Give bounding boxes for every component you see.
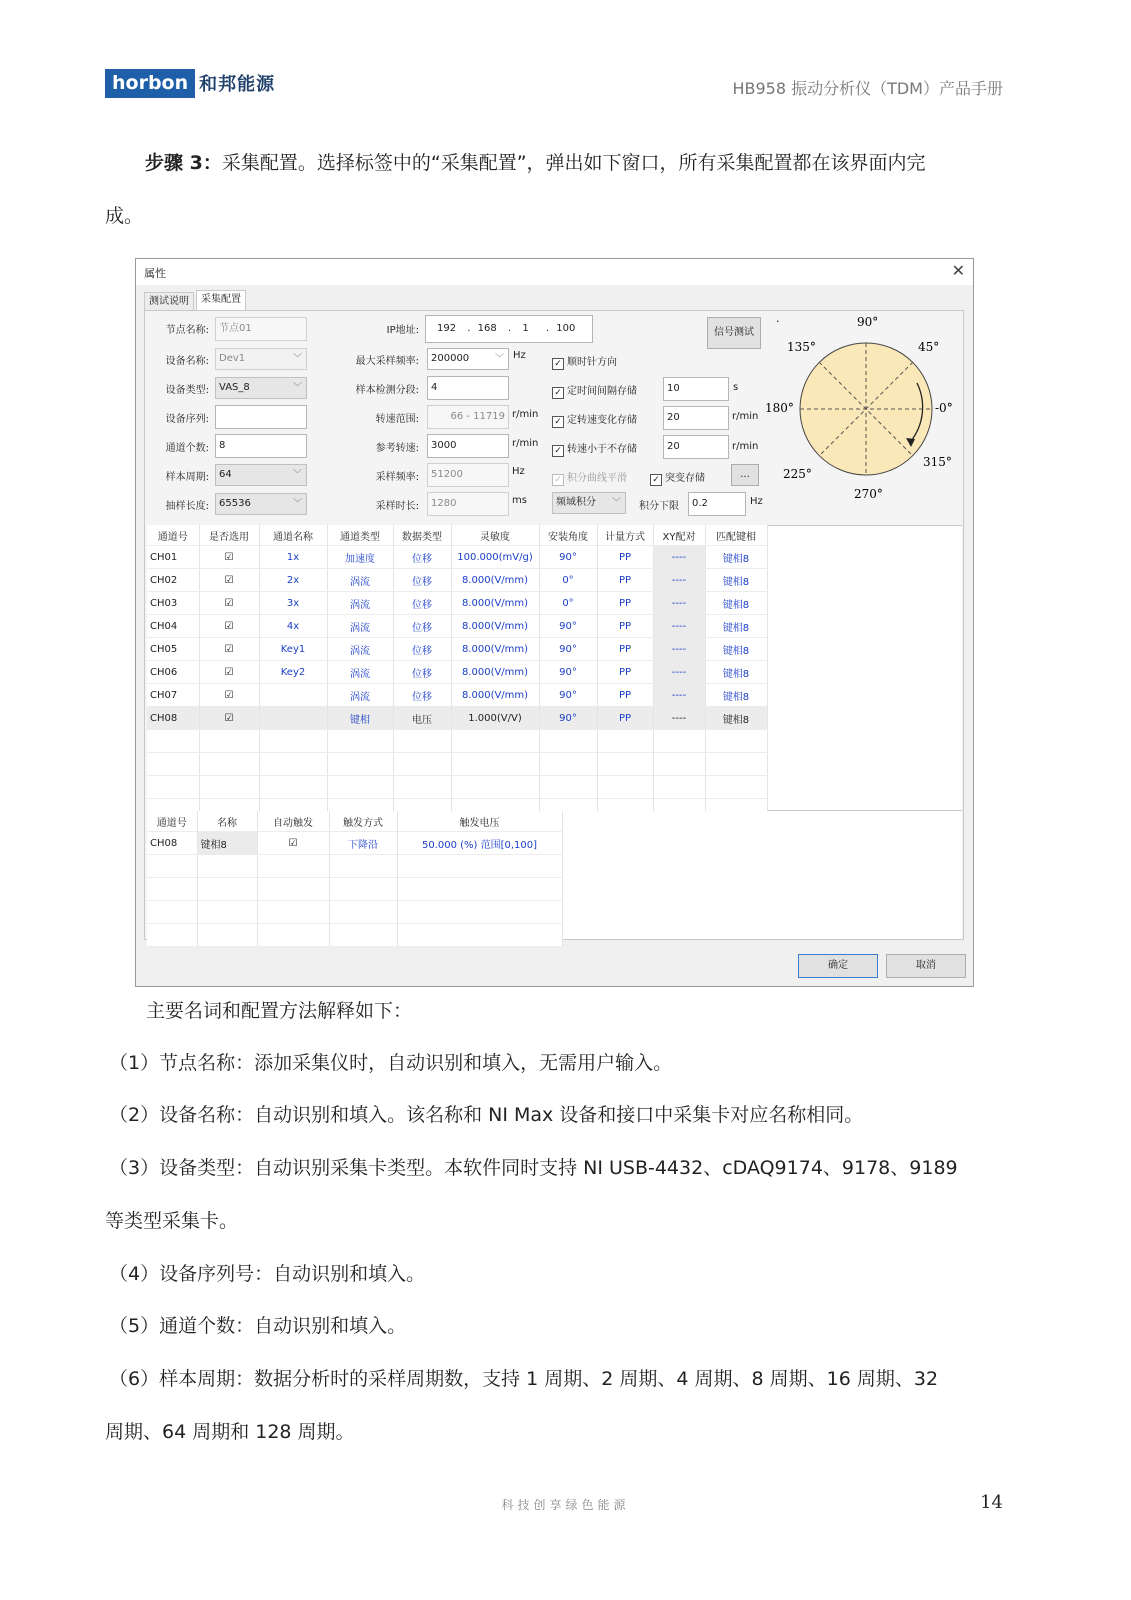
- empty-cell: [329, 901, 397, 924]
- channel-type-cell[interactable]: 键相: [327, 707, 393, 730]
- timed-save-field[interactable]: 10: [663, 377, 729, 401]
- empty-cell: [257, 924, 329, 947]
- col-trigger-mode[interactable]: 触发方式: [329, 811, 397, 832]
- cancel-button[interactable]: 取消: [886, 954, 966, 978]
- empty-cell: [705, 753, 767, 776]
- company-logo: [105, 68, 275, 98]
- sample-time-label: 采样时长:: [375, 501, 419, 512]
- integral-lower-field[interactable]: 0.2: [688, 492, 746, 516]
- channel-name-cell[interactable]: 4x: [259, 615, 327, 638]
- integral-mode-select[interactable]: [552, 492, 626, 514]
- empty-cell: [539, 730, 597, 753]
- measure-mode-cell[interactable]: PP: [597, 661, 653, 684]
- mount-angle-cell[interactable]: 90°: [539, 707, 597, 730]
- ip-octet-2: 168: [477, 323, 497, 334]
- empty-cell: [147, 776, 199, 799]
- sample-period-value: 64: [219, 469, 232, 480]
- sensitivity-cell[interactable]: 100.000(mV/g): [451, 546, 539, 569]
- empty-table-row: [147, 878, 562, 901]
- data-type-cell[interactable]: 位移: [393, 615, 451, 638]
- measure-mode-cell[interactable]: PP: [597, 684, 653, 707]
- empty-cell: [257, 878, 329, 901]
- integral-mode-value: 频域积分: [556, 497, 596, 508]
- col-data-type[interactable]: 数据类型: [393, 525, 451, 546]
- empty-cell: [259, 776, 327, 799]
- checkbox-icon: ✓: [552, 474, 564, 486]
- integral-lower-label: 积分下限: [639, 501, 679, 512]
- channel-name-cell[interactable]: 3x: [259, 592, 327, 615]
- empty-cell: [393, 730, 451, 753]
- properties-dialog: [135, 258, 974, 987]
- more-options-button[interactable]: ...: [731, 464, 759, 486]
- ref-speed-label: 参考转速:: [375, 443, 419, 454]
- sensitivity-cell[interactable]: 8.000(V/mm): [451, 615, 539, 638]
- empty-cell: [147, 878, 197, 901]
- polar-label-0: -0°: [935, 401, 953, 415]
- xy-pair-cell[interactable]: ----: [653, 569, 705, 592]
- key-phase-cell[interactable]: 键相8: [705, 592, 767, 615]
- direction-polar-diagram: [765, 311, 965, 521]
- data-type-cell[interactable]: 位移: [393, 546, 451, 569]
- ip-dot: .: [507, 323, 512, 334]
- chevron-down-icon: ﹀: [611, 498, 621, 508]
- dialog-titlebar: [136, 259, 973, 285]
- empty-cell: [259, 753, 327, 776]
- empty-cell: [597, 776, 653, 799]
- step-paragraph: [105, 150, 1005, 176]
- device-serial-field[interactable]: [215, 405, 307, 429]
- mount-angle-cell[interactable]: 90°: [539, 684, 597, 707]
- device-serial-label: 设备序列:: [165, 414, 209, 425]
- device-type-label: 设备类型:: [165, 385, 209, 396]
- chevron-down-icon: ﹀: [292, 354, 302, 364]
- logo-text: horbon: [105, 69, 195, 98]
- xy-pair-cell[interactable]: ----: [653, 638, 705, 661]
- empty-cell: [451, 730, 539, 753]
- ip-octet-1: 192: [437, 323, 457, 334]
- chevron-down-icon: ﹀: [292, 470, 302, 480]
- channel-no-cell[interactable]: CH06: [147, 661, 199, 684]
- table-row[interactable]: [147, 684, 767, 707]
- table-row[interactable]: [147, 546, 767, 569]
- channel-no-cell[interactable]: CH02: [147, 569, 199, 592]
- channel-name-cell[interactable]: Key2: [259, 661, 327, 684]
- ip-dot: .: [467, 323, 471, 334]
- data-type-cell[interactable]: 位移: [393, 661, 451, 684]
- empty-cell: [197, 901, 257, 924]
- checkbox-icon: ✓: [552, 416, 564, 428]
- empty-cell: [539, 753, 597, 776]
- channel-no-cell[interactable]: CH04: [147, 615, 199, 638]
- empty-cell: [393, 776, 451, 799]
- chevron-down-icon: ﹀: [292, 383, 302, 393]
- trigger-mode-cell[interactable]: 下降沿: [329, 832, 397, 855]
- sensitivity-cell[interactable]: 8.000(V/mm): [451, 638, 539, 661]
- empty-table-row: [147, 924, 562, 947]
- trigger-table-header: [147, 811, 562, 832]
- ip-octet-4: 100: [556, 323, 576, 334]
- checkbox-icon: ✓: [552, 445, 564, 457]
- sample-length-label: 抽样长度:: [165, 501, 209, 512]
- empty-cell: [197, 855, 257, 878]
- measure-mode-cell[interactable]: PP: [597, 615, 653, 638]
- integral-smooth-label: 积分曲线平滑: [567, 473, 627, 484]
- timed-save-label: 定时间间隔存储: [567, 386, 637, 397]
- selected-cell[interactable]: [199, 661, 259, 684]
- selected-cell[interactable]: [199, 569, 259, 592]
- empty-cell: [653, 730, 705, 753]
- channel-no-cell[interactable]: CH03: [147, 592, 199, 615]
- ref-speed-field[interactable]: 3000: [427, 434, 509, 458]
- auto-trigger-cell[interactable]: ☑: [257, 832, 329, 855]
- sensitivity-cell[interactable]: 8.000(V/mm): [451, 684, 539, 707]
- speed-below-label: 转速小于不存储: [567, 444, 637, 455]
- device-type-select[interactable]: [215, 377, 307, 399]
- data-type-cell[interactable]: 电压: [393, 707, 451, 730]
- chevron-down-icon: ﹀: [292, 499, 302, 509]
- xy-pair-cell[interactable]: ----: [653, 592, 705, 615]
- speed-change-label: 定转速变化存储: [567, 415, 637, 426]
- sensitivity-cell[interactable]: 8.000(V/mm): [451, 569, 539, 592]
- node-name-field[interactable]: 节点01: [215, 317, 307, 341]
- empty-cell: [327, 776, 393, 799]
- channel-type-cell[interactable]: 涡流: [327, 638, 393, 661]
- col-trigger-voltage[interactable]: 触发电压: [397, 811, 562, 832]
- ref-speed-unit: r/min: [512, 438, 539, 449]
- data-type-cell[interactable]: 位移: [393, 569, 451, 592]
- data-type-cell[interactable]: 位移: [393, 638, 451, 661]
- col-channel-type[interactable]: 通道类型: [327, 525, 393, 546]
- empty-cell: [597, 753, 653, 776]
- polar-label-315: 315°: [923, 455, 952, 469]
- sample-time-unit: ms: [512, 495, 527, 506]
- col-key-phase[interactable]: 匹配键相: [705, 525, 767, 546]
- table-row[interactable]: [147, 638, 767, 661]
- tab-test-description[interactable]: 测试说明: [144, 292, 194, 311]
- speed-range-field[interactable]: 66 - 11719: [427, 405, 509, 429]
- mount-angle-cell[interactable]: 90°: [539, 546, 597, 569]
- polar-label-270: 270°: [854, 487, 883, 501]
- empty-cell: [147, 901, 197, 924]
- empty-cell: [705, 776, 767, 799]
- channel-type-cell[interactable]: 涡流: [327, 684, 393, 707]
- trigger-channel-cell[interactable]: CH08: [147, 832, 197, 855]
- chevron-down-icon: ﹀: [494, 354, 504, 364]
- col-measure-mode[interactable]: 计量方式: [597, 525, 653, 546]
- table-row[interactable]: [147, 661, 767, 684]
- checkbox-icon[interactable]: ☑: [224, 574, 234, 586]
- empty-cell: [257, 855, 329, 878]
- empty-table-row: [147, 776, 767, 799]
- timed-save-checkbox[interactable]: [552, 382, 637, 399]
- explanation-item-5: （5）通道个数：自动识别和填入。: [109, 1315, 407, 1337]
- empty-cell: [539, 776, 597, 799]
- empty-cell: [199, 753, 259, 776]
- empty-cell: [327, 753, 393, 776]
- selected-cell[interactable]: [199, 707, 259, 730]
- clockwise-label: 顺时针方向: [567, 357, 617, 368]
- explanation-item-3: （3）设备类型：自动识别采集卡类型。本软件同时支持 NI USB-4432、cDAQ9174、9178、9189: [109, 1157, 958, 1179]
- table-row[interactable]: [147, 615, 767, 638]
- channel-table-header: [147, 525, 767, 546]
- col-trigger-name[interactable]: 名称: [197, 811, 257, 832]
- tab-acquisition-config[interactable]: 采集配置: [196, 290, 246, 311]
- xy-pair-cell[interactable]: ----: [653, 546, 705, 569]
- empty-cell: [259, 730, 327, 753]
- explanation-item-4: （4）设备序列号：自动识别和填入。: [109, 1263, 426, 1285]
- col-channel-no[interactable]: 通道号: [147, 525, 199, 546]
- key-phase-cell[interactable]: 键相8: [705, 546, 767, 569]
- empty-cell: [451, 776, 539, 799]
- col-auto-trigger[interactable]: 自动触发: [257, 811, 329, 832]
- empty-cell: [653, 753, 705, 776]
- data-type-cell[interactable]: 位移: [393, 592, 451, 615]
- ip-label: IP地址:: [386, 325, 419, 336]
- channel-type-cell[interactable]: 加速度: [327, 546, 393, 569]
- sample-segments-field[interactable]: 4: [427, 376, 509, 400]
- measure-mode-cell[interactable]: PP: [597, 546, 653, 569]
- sample-segments-label: 样本检测分段:: [355, 385, 419, 396]
- empty-cell: [329, 878, 397, 901]
- selected-cell[interactable]: [199, 638, 259, 661]
- checkbox-icon: ✓: [552, 387, 564, 399]
- empty-cell: [397, 924, 562, 947]
- empty-table-row: [147, 753, 767, 776]
- key-phase-cell[interactable]: 键相8: [705, 707, 767, 730]
- speed-change-checkbox[interactable]: [552, 411, 637, 428]
- channel-type-cell[interactable]: 涡流: [327, 569, 393, 592]
- empty-cell: [147, 753, 199, 776]
- empty-cell: [197, 878, 257, 901]
- sample-freq-field[interactable]: 51200: [427, 463, 509, 487]
- logo-cn-text: 和邦能源: [199, 74, 276, 95]
- channel-count-field[interactable]: 8: [215, 434, 307, 458]
- empty-cell: [327, 730, 393, 753]
- polar-label-90: 90°: [857, 315, 879, 329]
- speed-change-unit: r/min: [732, 411, 759, 422]
- key-phase-cell[interactable]: 键相8: [705, 615, 767, 638]
- sensitivity-cell[interactable]: 8.000(V/mm): [451, 661, 539, 684]
- key-phase-cell[interactable]: 键相8: [705, 684, 767, 707]
- checkbox-icon: ✓: [552, 358, 564, 370]
- sensitivity-cell[interactable]: 8.000(V/mm): [451, 592, 539, 615]
- measure-mode-cell[interactable]: PP: [597, 707, 653, 730]
- empty-cell: [393, 753, 451, 776]
- device-name-label: 设备名称:: [165, 356, 209, 367]
- mount-angle-cell[interactable]: 0°: [539, 592, 597, 615]
- trigger-table: [147, 811, 563, 947]
- explanation-item-6: （6）样本周期：数据分析时的采样周期数，支持 1 周期、2 周期、4 周期、8 周期、16 周期、32: [109, 1368, 939, 1390]
- key-phase-cell[interactable]: 键相8: [705, 569, 767, 592]
- mount-angle-cell[interactable]: 0°: [539, 569, 597, 592]
- sudden-save-checkbox[interactable]: [650, 469, 705, 486]
- polar-label-180: 180°: [765, 401, 794, 415]
- integral-lower-unit: Hz: [750, 496, 763, 507]
- empty-table-row: [147, 855, 562, 878]
- channel-no-cell[interactable]: CH05: [147, 638, 199, 661]
- sample-period-label: 样本周期:: [165, 472, 209, 483]
- checkbox-icon[interactable]: ☑: [224, 620, 234, 632]
- data-type-cell[interactable]: 位移: [393, 684, 451, 707]
- selected-cell[interactable]: [199, 684, 259, 707]
- table-row[interactable]: [147, 569, 767, 592]
- channel-table: [147, 525, 768, 822]
- checkbox-icon[interactable]: ☑: [224, 689, 234, 701]
- empty-table-row: [147, 901, 562, 924]
- channel-count-label: 通道个数:: [165, 443, 209, 454]
- channel-no-cell[interactable]: CH07: [147, 684, 199, 707]
- sample-freq-label: 采样频率:: [375, 472, 419, 483]
- device-name-value: Dev1: [219, 353, 246, 364]
- signal-test-button[interactable]: 信号测试: [707, 317, 761, 349]
- channel-name-cell[interactable]: [259, 684, 327, 707]
- sample-freq-unit: Hz: [512, 466, 525, 477]
- empty-cell: [197, 924, 257, 947]
- dialog-title: 属性: [144, 267, 166, 280]
- speed-below-unit: r/min: [732, 441, 759, 452]
- empty-cell: [147, 924, 197, 947]
- table-row[interactable]: [147, 832, 562, 855]
- checkbox-icon[interactable]: ☑: [224, 551, 234, 563]
- max-rate-value: 200000: [431, 353, 470, 364]
- empty-cell: [597, 730, 653, 753]
- ip-dot: .: [545, 323, 550, 334]
- device-type-value: VAS_8: [219, 382, 250, 393]
- sample-length-select[interactable]: [215, 493, 307, 515]
- channel-no-cell[interactable]: CH08: [147, 707, 199, 730]
- checkbox-icon[interactable]: ☑: [224, 666, 234, 678]
- key-phase-cell[interactable]: 键相8: [705, 661, 767, 684]
- xy-pair-cell[interactable]: ----: [653, 707, 705, 730]
- checkbox-icon: ✓: [650, 474, 662, 486]
- table-row[interactable]: [147, 592, 767, 615]
- sample-length-value: 65536: [219, 498, 251, 509]
- document-title: HB958 振动分析仪（TDM）产品手册: [732, 79, 1003, 98]
- channel-type-cell[interactable]: 涡流: [327, 661, 393, 684]
- explanation-item-3-cont: 等类型采集卡。: [105, 1210, 239, 1232]
- explanation-item-1: （1）节点名称：添加采集仪时，自动识别和填入，无需用户输入。: [109, 1052, 673, 1074]
- step-text: 采集配置。选择标签中的“采集配置”，弹出如下窗口，所有采集配置都在该界面内完: [221, 152, 926, 174]
- col-sensitivity[interactable]: 灵敏度: [451, 525, 539, 546]
- step-paragraph-cont: 成。: [105, 205, 144, 227]
- explanation-heading: 主要名词和配置方法解释如下：: [146, 1000, 413, 1022]
- speed-below-checkbox[interactable]: [552, 440, 637, 457]
- col-channel-name[interactable]: 通道名称: [259, 525, 327, 546]
- empty-cell: [147, 730, 199, 753]
- empty-cell: [329, 924, 397, 947]
- empty-cell: [397, 878, 562, 901]
- channel-type-cell[interactable]: 涡流: [327, 592, 393, 615]
- empty-cell: [451, 753, 539, 776]
- measure-mode-cell[interactable]: PP: [597, 569, 653, 592]
- sudden-save-label: 突变存储: [665, 473, 705, 484]
- integral-smooth-checkbox[interactable]: [552, 469, 627, 486]
- acquisition-config-panel: [144, 310, 964, 940]
- key-phase-cell[interactable]: 键相8: [705, 638, 767, 661]
- polar-label-225: 225°: [783, 467, 812, 481]
- channel-name-cell[interactable]: [259, 707, 327, 730]
- speed-change-field[interactable]: 20: [663, 406, 729, 430]
- explanation-item-2: （2）设备名称：自动识别和填入。该名称和 NI Max 设备和接口中采集卡对应名称相同。: [109, 1104, 864, 1126]
- selected-cell[interactable]: [199, 592, 259, 615]
- speed-below-field[interactable]: 20: [663, 435, 729, 459]
- empty-table-row: [147, 730, 767, 753]
- channel-name-cell[interactable]: 2x: [259, 569, 327, 592]
- table-row[interactable]: [147, 707, 767, 730]
- ip-address-field[interactable]: [425, 315, 593, 343]
- empty-cell: [329, 855, 397, 878]
- empty-cell: [257, 901, 329, 924]
- empty-cell: [705, 730, 767, 753]
- sample-time-field[interactable]: 1280: [427, 492, 509, 516]
- mount-angle-cell[interactable]: 90°: [539, 615, 597, 638]
- selected-cell[interactable]: [199, 546, 259, 569]
- checkbox-icon[interactable]: ☑: [224, 597, 234, 609]
- measure-mode-cell[interactable]: PP: [597, 638, 653, 661]
- empty-cell: [199, 776, 259, 799]
- measure-mode-cell[interactable]: PP: [597, 592, 653, 615]
- empty-cell: [147, 855, 197, 878]
- explanation-item-6-cont: 周期、64 周期和 128 周期。: [105, 1421, 355, 1443]
- empty-cell: [397, 901, 562, 924]
- ok-button[interactable]: 确定: [798, 954, 878, 978]
- trigger-voltage-cell[interactable]: 50.000 (%) 范围[0,100]: [397, 832, 562, 855]
- col-mount-angle[interactable]: 安装角度: [539, 525, 597, 546]
- trigger-name-cell[interactable]: 键相8: [197, 832, 257, 855]
- ip-octet-3: 1: [522, 323, 529, 334]
- speed-range-unit: r/min: [512, 409, 539, 420]
- sensitivity-cell[interactable]: 1.000(V/V): [451, 707, 539, 730]
- max-rate-unit: Hz: [513, 350, 526, 361]
- sample-period-select[interactable]: [215, 464, 307, 486]
- polar-label-45: 45°: [918, 340, 940, 354]
- checkbox-icon[interactable]: ☑: [224, 712, 234, 724]
- checkbox-icon[interactable]: ☑: [224, 643, 234, 655]
- col-selected[interactable]: 是否选用: [199, 525, 259, 546]
- empty-cell: [653, 776, 705, 799]
- xy-pair-cell[interactable]: ----: [653, 684, 705, 707]
- clockwise-checkbox[interactable]: [552, 353, 617, 370]
- footer-slogan: 科技创享绿色能源: [501, 1498, 630, 1512]
- channel-type-cell[interactable]: 涡流: [327, 615, 393, 638]
- speed-range-label: 转速范围:: [375, 414, 419, 425]
- node-name-label: 节点名称:: [165, 325, 209, 336]
- channel-name-cell[interactable]: Key1: [259, 638, 327, 661]
- empty-cell: [199, 730, 259, 753]
- max-rate-label: 最大采样频率:: [355, 356, 419, 367]
- device-name-select[interactable]: [215, 348, 307, 370]
- col-trigger-channel[interactable]: 通道号: [147, 811, 197, 832]
- col-xy-pair[interactable]: XY配对: [653, 525, 705, 546]
- max-rate-select[interactable]: [427, 348, 509, 370]
- selected-cell[interactable]: [199, 615, 259, 638]
- mount-angle-cell[interactable]: 90°: [539, 638, 597, 661]
- close-icon[interactable]: ✕: [951, 261, 965, 280]
- mount-angle-cell[interactable]: 90°: [539, 661, 597, 684]
- xy-pair-cell[interactable]: ----: [653, 615, 705, 638]
- polar-dot: ·: [776, 315, 780, 328]
- channel-name-cell[interactable]: 1x: [259, 546, 327, 569]
- step-label: 步骤 3：: [145, 152, 222, 174]
- timed-save-unit: s: [733, 382, 739, 393]
- page-number: 14: [980, 1492, 1003, 1513]
- empty-cell: [397, 855, 562, 878]
- polar-label-135: 135°: [787, 340, 816, 354]
- xy-pair-cell[interactable]: ----: [653, 661, 705, 684]
- channel-no-cell[interactable]: CH01: [147, 546, 199, 569]
